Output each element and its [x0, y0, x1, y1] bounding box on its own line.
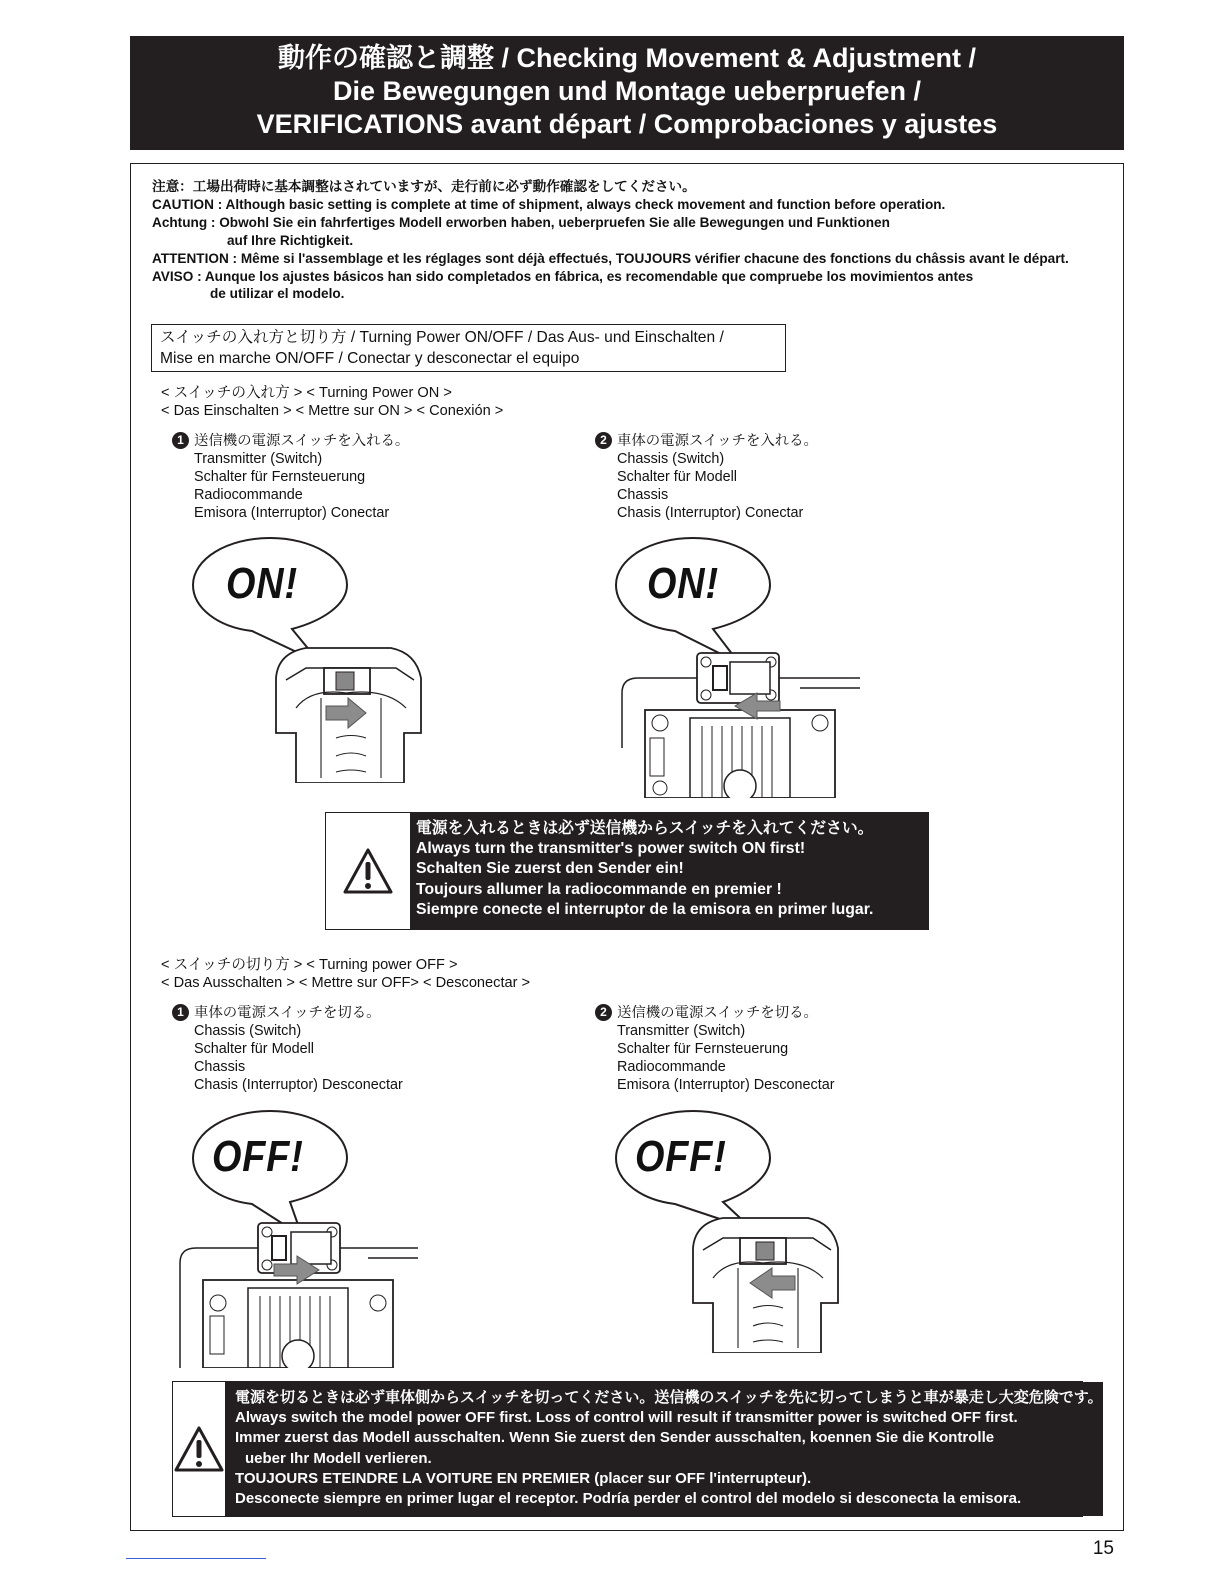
- on-warning-jp: 電源を入れるときは必ず送信機からスイッチを入れてください。: [416, 820, 874, 837]
- on-step-1-en: Transmitter (Switch): [194, 451, 323, 467]
- step-number-badge: 1: [172, 432, 189, 449]
- off-warning-fr: TOUJOURS ETEINDRE LA VOITURE EN PREMIER (placer sur OFF l'interrupteur).: [235, 1469, 812, 1487]
- off-bubble-text-2: OFF!: [635, 1132, 727, 1181]
- off-step-1: [177, 1004, 403, 1094]
- footer-rule: [126, 1558, 266, 1559]
- on-speech-bubble-2: [613, 535, 773, 665]
- on-warning-es: Siempre conecte el interruptor de la emisora en primer lugar.: [416, 900, 874, 918]
- on-heading-2: < Das Einschalten > < Mettre sur ON > < Conexión >: [161, 403, 504, 419]
- caution-fr: ATTENTION : Même si l'assemblage et les réglages sont déjà effectués, TOUJOURS vérifier chacune des fonctions du châssis avant le départ.: [152, 250, 1069, 266]
- page-number: 15: [1092, 1538, 1114, 1559]
- on-warning-en: Always turn the transmitter's power switch ON first!: [416, 840, 806, 858]
- off-step-2-de: Schalter für Fernsteuerung: [617, 1041, 789, 1057]
- on-step-2-jp: 車体の電源スイッチを入れる。: [617, 433, 818, 449]
- header-title-line3: VERIFICATIONS avant départ / Comprobaciones y ajustes: [256, 109, 998, 139]
- off-step-2-fr: Radiocommande: [617, 1059, 726, 1075]
- off-warning-es: Desconecte siempre en primer lugar el receptor. Podría perder el control del modelo si desconecta la emisora.: [235, 1490, 1022, 1508]
- off-step-1-en: Chassis (Switch): [194, 1023, 302, 1039]
- warning-icon-cell: [326, 813, 410, 929]
- on-bubble-text-1: ON!: [226, 559, 298, 608]
- off-heading-1: < スイッチの切り方 > < Turning power OFF >: [161, 957, 458, 973]
- chassis-switch-illustration: [620, 648, 860, 798]
- caution-es-1: AVISO : Aunque los ajustes básicos han sido completados en fábrica, es recomendable que compruebe los movimientos antes: [152, 268, 974, 284]
- caution-de-2: auf Ihre Richtigkeit.: [227, 232, 354, 248]
- off-warning-de-2: ueber Ihr Modell verlieren.: [245, 1449, 432, 1467]
- off-step-2-en: Transmitter (Switch): [617, 1023, 746, 1039]
- off-warning-box: [172, 1381, 1103, 1517]
- on-step-1-fr: Radiocommande: [194, 487, 303, 503]
- warning-triangle-icon: [173, 1425, 225, 1473]
- off-bubble-text-1: OFF!: [212, 1132, 304, 1181]
- chassis-switch-illustration: [178, 1218, 418, 1368]
- warning-triangle-icon: [342, 847, 394, 895]
- caution-block: [152, 178, 1112, 303]
- off-step-2: [600, 1004, 835, 1094]
- on-step-1-de: Schalter für Fernsteuerung: [194, 469, 366, 485]
- off-warning-text: [225, 1382, 1103, 1516]
- step-number-badge: 2: [595, 1004, 612, 1021]
- section-title-line2: Mise en marche ON/OFF / Conectar y desconectar el equipo: [160, 350, 580, 367]
- caution-es-2: de utilizar el modelo.: [210, 286, 345, 302]
- on-heading-1: < スイッチの入れ方 > < Turning Power ON >: [161, 385, 452, 401]
- transmitter-switch-illustration: [690, 1208, 860, 1353]
- on-step-1-es: Emisora (Interruptor) Conectar: [194, 505, 390, 521]
- off-warning-en: Always switch the model power OFF first. Loss of control will result if transmitter power is switched OFF first.: [235, 1409, 1018, 1427]
- off-heading-2: < Das Ausschalten > < Mettre sur OFF> < Desconectar >: [161, 975, 531, 991]
- off-step-1-fr: Chassis: [194, 1059, 246, 1075]
- off-warning-jp: 電源を切るときは必ず車体側からスイッチを切ってください。送信機のスイッチを先に切ってしまうと車が暴走し大変危険です。: [235, 1389, 1103, 1406]
- on-warning-de: Schalten Sie zuerst den Sender ein!: [416, 860, 684, 878]
- on-bubble-text-2: ON!: [647, 559, 719, 608]
- off-warning-de-1: Immer zuerst das Modell ausschalten. Wenn Sie zuerst den Sender ausschalten, koennen Sie die Kontrolle: [235, 1429, 995, 1447]
- on-step-2: [600, 432, 818, 522]
- on-step-2-es: Chasis (Interruptor) Conectar: [617, 505, 804, 521]
- section-title-line1: スイッチの入れ方と切り方 / Turning Power ON/OFF / Das Aus- und Einschalten /: [160, 329, 724, 346]
- caution-de-1: Achtung : Obwohl Sie ein fahrfertiges Modell erworben haben, ueberpruefen Sie alle Bewegungen und Funktionen: [152, 214, 890, 230]
- on-step-1: [177, 432, 410, 522]
- transmitter-switch-illustration: [266, 638, 436, 783]
- off-step-2-jp: 送信機の電源スイッチを切る。: [617, 1005, 818, 1021]
- on-warning-text: [410, 813, 928, 929]
- off-step-1-es: Chasis (Interruptor) Desconectar: [194, 1077, 403, 1093]
- step-number-badge: 2: [595, 432, 612, 449]
- caution-jp: 注意：工場出荷時に基本調整はされていますが、走行前に必ず動作確認をしてください。: [152, 179, 696, 194]
- warning-icon-cell: [173, 1382, 225, 1516]
- caution-en: CAUTION : Although basic setting is complete at time of shipment, always check movement and function before operation.: [152, 196, 946, 212]
- off-step-2-es: Emisora (Interruptor) Desconectar: [617, 1077, 835, 1093]
- on-step-2-fr: Chassis: [617, 487, 669, 503]
- step-number-badge: 1: [172, 1004, 189, 1021]
- header-title-line1: 動作の確認と調整 / Checking Movement & Adjustment /: [277, 43, 977, 73]
- on-warning-fr: Toujours allumer la radiocommande en premier !: [416, 880, 782, 898]
- section-title-box: [151, 324, 786, 372]
- header-title-line2: Die Bewegungen und Montage ueberpruefen /: [332, 76, 922, 106]
- page-header: [130, 36, 1124, 150]
- on-step-1-jp: 送信機の電源スイッチを入れる。: [194, 433, 410, 449]
- off-step-1-jp: 車体の電源スイッチを切る。: [194, 1005, 381, 1021]
- on-step-2-en: Chassis (Switch): [617, 451, 725, 467]
- on-warning-box: [325, 812, 929, 930]
- on-step-2-de: Schalter für Modell: [617, 469, 737, 485]
- off-step-1-de: Schalter für Modell: [194, 1041, 314, 1057]
